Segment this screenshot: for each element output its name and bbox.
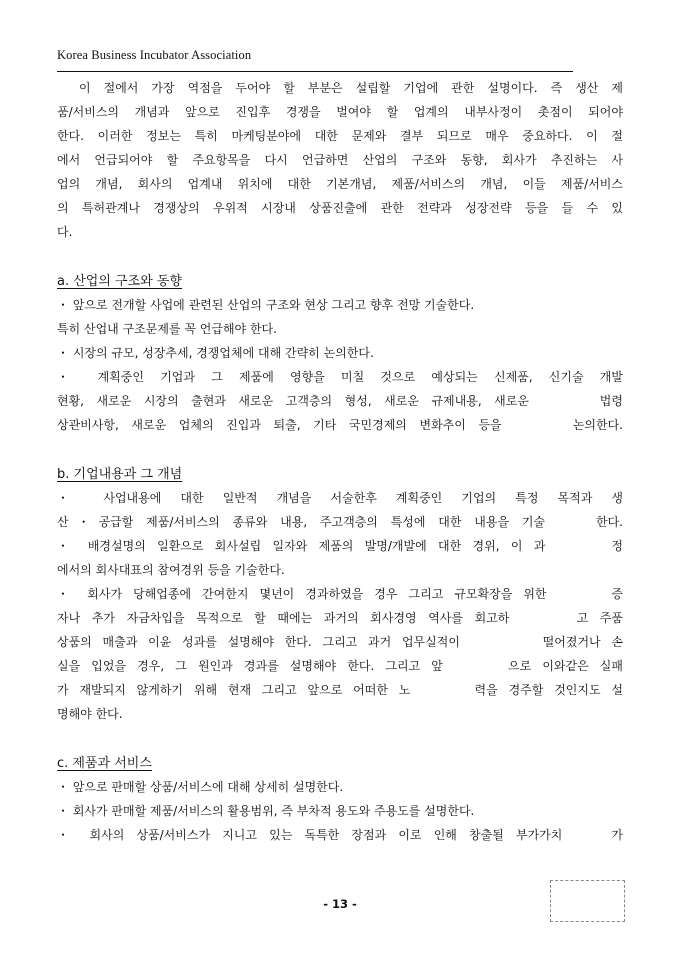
text-line: ・ 회사가 판매할 제품/서비스의 활용범위, 즉 부차적 용도와 주용도를 설명한다. — [57, 804, 475, 818]
text-line: ・ 사업내용에 대한 일반적 개념을 서술한후 계획중인 기업의 특정 목적과 생 — [57, 491, 623, 505]
text-line: 가 재발되지 않게하기 위해 현재 그리고 앞으로 어떠한 노 력을 경주할 것인지도 설 — [57, 683, 623, 697]
text-line: ・ 배경설명의 일환으로 회사설립 일자와 제품의 발명/개발에 대한 경위, 이 과 정 — [57, 539, 623, 553]
section-c — [57, 751, 623, 847]
text-line: 현황, 새로운 시장의 출현과 새로운 고객층의 형성, 새로운 규제내용, 새로운 법령 — [57, 394, 623, 408]
text-line: 업의 개념, 회사의 업계내 위치에 대한 기본개념, 제품/서비스의 개념, 이들 제품/서비스 — [57, 177, 623, 191]
text-line: 다. — [57, 225, 73, 239]
text-line: ・ 계획중인 기업과 그 제품에 영향을 미칠 것으로 예상되는 신제품, 신기술 개발 — [57, 370, 623, 384]
text-line: 의 특허관계나 경쟁상의 우위적 시장내 상품진출에 관한 전략과 성장전략 등을 들 수 있 — [57, 201, 623, 215]
text-line: 품/서비스의 개념과 앞으로 진입후 경쟁을 벌여야 할 업계의 내부사정이 촛점이 되어야 — [57, 105, 623, 119]
text-line: 상관비사항, 새로운 업체의 진입과 퇴출, 기타 국민경제의 변화추이 등을 논의한다. — [57, 418, 623, 432]
text-line: 상품의 매출과 이윤 성과를 설명해야 한다. 그리고 과거 업무실적이 떨어졌거나 손 — [57, 635, 623, 649]
page-body — [57, 76, 623, 847]
text-line: ・ 회사가 당해업종에 간여한지 몇년이 경과하였을 경우 그리고 규모확장을 위한 증 — [57, 587, 623, 601]
section-a — [57, 269, 623, 437]
page-number: - 13 - — [323, 897, 357, 911]
text-line: 명해야 한다. — [57, 707, 123, 721]
dashed-box — [550, 880, 625, 922]
section-heading — [57, 269, 623, 293]
text-line: 특히 산업내 구조문제를 꼭 언급해야 한다. — [57, 322, 277, 336]
section-b-title: b. 기업내용과 그 개념 — [57, 467, 183, 482]
section-heading — [57, 751, 623, 775]
text-line: 에서 언급되어야 할 주요항목을 다시 언급하면 산업의 구조와 동향, 회사가 추진하는 사 — [57, 153, 623, 167]
intro-paragraph — [57, 76, 623, 244]
text-line: ・ 앞으로 판매할 상품/서비스에 대해 상세히 설명한다. — [57, 780, 344, 794]
text-line: ・ 앞으로 전개할 사업에 관련된 산업의 구조와 현상 그리고 향후 전망 기술한다. — [57, 298, 475, 312]
text-line: 에서의 회사대표의 참여경위 등을 기술한다. — [57, 563, 285, 577]
text-line: ・ 시장의 규모, 성장추세, 경쟁업체에 대해 간략히 논의한다. — [57, 346, 374, 360]
text-line: 자나 추가 자금차입을 목적으로 할 때에는 과거의 회사경영 역사를 회고하 고 주품 — [57, 611, 623, 625]
text-line: 산・공급할 제품/서비스의 종류와 내용, 주고객층의 특성에 대한 내용을 기술 한다. — [57, 515, 623, 529]
running-header: Korea Business Incubator Association — [57, 48, 252, 62]
text-line: 이 절에서 가장 역점을 두어야 할 부분은 설립할 기업에 관한 설명이다. 즉 생산 제 — [79, 81, 623, 95]
spacer — [57, 726, 623, 751]
header-rule — [57, 71, 573, 72]
spacer — [57, 437, 623, 462]
section-heading — [57, 462, 623, 486]
text-line: 한다. 이러한 정보는 특히 마케팅분야에 대한 문제와 결부 되므로 매우 중요하다. 이 절 — [57, 129, 623, 143]
spacer — [57, 244, 623, 269]
text-line: ・ 회사의 상품/서비스가 지니고 있는 독특한 장점과 이로 인해 창출될 부가가치 가 — [57, 828, 623, 842]
section-a-title: a. 산업의 구조와 동향 — [57, 274, 182, 289]
text-line: 실을 입었을 경우, 그 원인과 경과를 설명해야 한다. 그리고 앞 으로 이와같은 실패 — [57, 659, 623, 673]
section-c-title: c. 제품과 서비스 — [57, 756, 152, 771]
section-b — [57, 462, 623, 726]
